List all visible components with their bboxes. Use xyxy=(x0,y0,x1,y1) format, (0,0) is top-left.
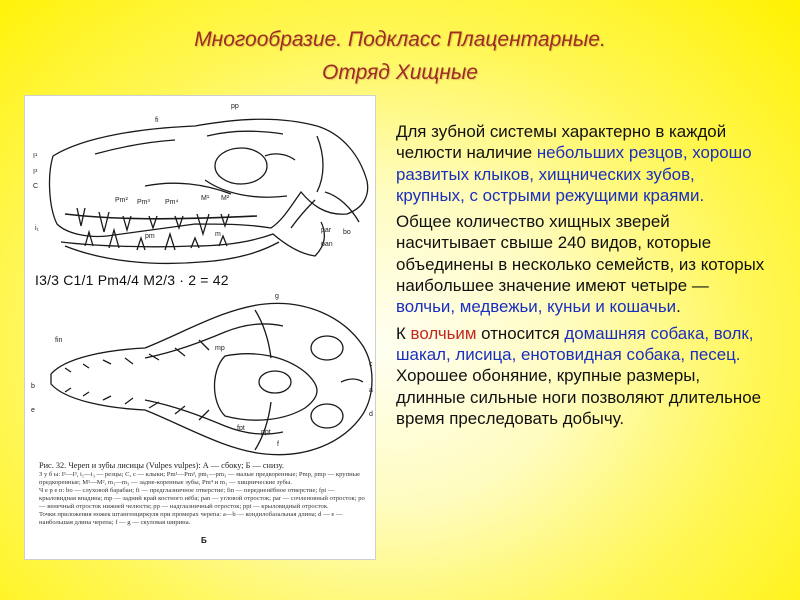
p1-highlight: небольших резцов, хорошо развитых клыков, хищнических зубов, крупных, с острыми режущими краями. xyxy=(396,143,752,205)
svg-text:pm: pm xyxy=(145,233,155,240)
svg-text:f: f xyxy=(277,441,279,448)
svg-text:fi: fi xyxy=(155,117,159,124)
view-label-b: Б xyxy=(201,536,207,545)
p1-text: Для зубной системы характерно в каждой челюсти наличие xyxy=(396,122,727,163)
p2-end: . xyxy=(676,297,681,317)
svg-text:pan: pan xyxy=(321,241,333,248)
paragraph-families xyxy=(396,211,766,317)
svg-text:m: m xyxy=(215,231,221,238)
p3-highlight: домашняя собака, волк, шакал, лисица, енотовидная собака, песец. xyxy=(396,323,754,364)
p2-highlight: волчьи, медвежьи, куньи и кошачьи xyxy=(396,297,677,317)
paragraph-canids xyxy=(396,323,766,429)
svg-text:a: a xyxy=(369,387,373,394)
svg-text:e: e xyxy=(31,407,35,414)
slide-title: Многообразие. Подкласс Плацентарные. xyxy=(194,28,606,51)
svg-text:I¹: I¹ xyxy=(33,153,38,160)
caption-skull: Ч е р е п: bo — слуховой барабан; fi — предглазничное отверстие; fin — передненёбное отверстие; fpt — крыловидная впадина; mp — задний край костного нёба; pan — угловой отросток; par — сочленовный отросток; po — венечный отросток нижней челюсти; pp — надглазничный отросток; ppt — крыловидный отросток. xyxy=(39,487,365,510)
svg-text:ppt: ppt xyxy=(261,429,271,436)
caption-measure: Точки приложения ножек штангенциркуля при промерах черепа: a—b — кондилобазальная длина; d — e — наибольшая длина черепа; f — g — скуловая ширина. xyxy=(39,511,343,526)
svg-text:Pm³: Pm³ xyxy=(137,199,150,206)
figure-caption xyxy=(39,461,369,527)
skull-figure xyxy=(24,95,376,560)
svg-text:mp: mp xyxy=(215,345,225,352)
caption-teeth: З у б ы: I¹—I³, i₁—i₃ — резцы; C, c — клыки; Pm¹—Pm³, pm₁—pm₃ — малые предкоренные; Pmp, pmp — крупные предкоренные; M¹—M², m₁—m₃ — задне-коренные зубы, Pm⁴ и m₁ — хищнические зубы. xyxy=(39,471,360,486)
svg-text:pp: pp xyxy=(231,103,239,110)
p2-text: Общее количество хищных зверей насчитывает свыше 240 видов, которые объединены в несколько семейств, из которых наибольшее значение имеют четыре — xyxy=(396,212,765,296)
body-text xyxy=(396,121,766,434)
skull-side-labels xyxy=(33,103,351,248)
p3-red: волчьим xyxy=(410,323,477,343)
svg-text:I³: I³ xyxy=(33,169,38,176)
skull-side-view xyxy=(50,119,368,263)
paragraph-teeth xyxy=(396,121,766,206)
dental-formula: I3/3 C1/1 Pm4/4 M2/3 · 2 = 42 xyxy=(35,272,229,288)
p3-end: Хорошее обоняние, крупные размеры, длинные сильные ноги позволяют длительное время преследовать добычу. xyxy=(396,366,762,428)
svg-text:i₁: i₁ xyxy=(35,225,39,232)
svg-text:fin: fin xyxy=(55,337,63,344)
svg-text:par: par xyxy=(321,227,332,234)
skull-bottom-view xyxy=(51,303,372,454)
p3-start: К xyxy=(396,323,411,343)
svg-text:d: d xyxy=(369,411,373,418)
svg-text:c: c xyxy=(369,361,373,368)
svg-text:Pm²: Pm² xyxy=(115,197,128,204)
svg-text:fpt: fpt xyxy=(237,425,245,432)
slide-subtitle: Отряд Хищные xyxy=(322,61,478,84)
svg-text:M²: M² xyxy=(221,195,230,202)
skull-bottom-labels xyxy=(31,293,373,448)
svg-text:g: g xyxy=(275,293,279,300)
svg-text:b: b xyxy=(31,383,35,390)
svg-text:Pm⁴: Pm⁴ xyxy=(165,199,179,206)
caption-title: Рис. 32. Череп и зубы лисицы (Vulpes vulpes): А — сбоку; Б — снизу. xyxy=(39,461,284,470)
svg-text:bo: bo xyxy=(343,229,351,236)
svg-text:C: C xyxy=(33,183,39,190)
svg-text:M¹: M¹ xyxy=(201,195,210,202)
p3-mid: относится xyxy=(476,323,565,343)
